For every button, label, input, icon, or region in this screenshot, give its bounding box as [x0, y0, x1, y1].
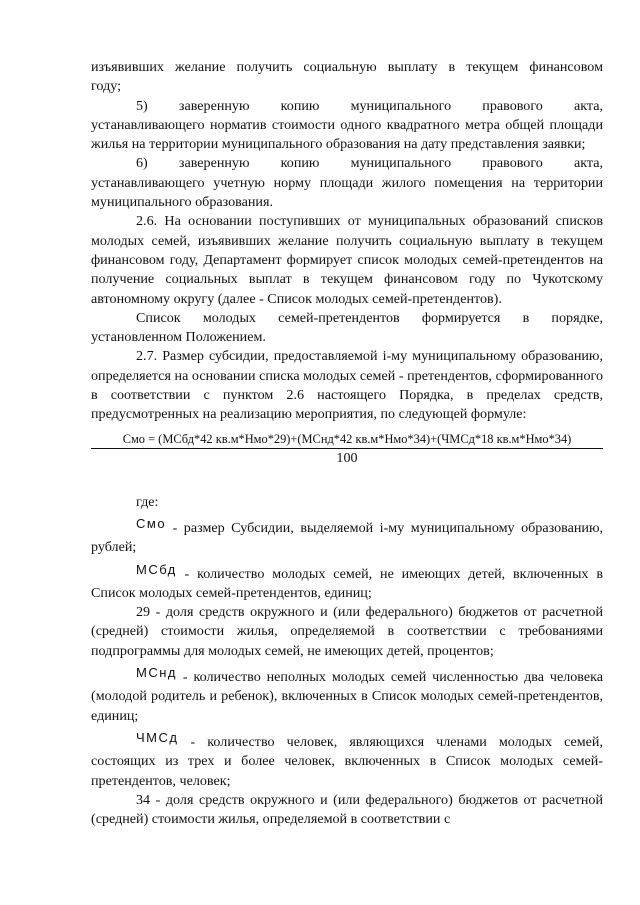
list-item-5-body: устанавливающего норматив стоимости одного квадратного метра общей площади жилья на территории муниципального образования на дату представления заявки;	[91, 116, 603, 153]
document-page	[91, 58, 603, 829]
formula-numerator: Смо = (МСбд*42 кв.м*Нмо*29)+(МСнд*42 кв.м*Нмо*34)+(ЧМСд*18 кв.м*Нмо*34)	[122, 431, 572, 446]
symbol-msbd: МСбд	[136, 561, 177, 577]
definition-msnd	[91, 667, 603, 726]
definition-smo	[91, 515, 603, 558]
symbol-msnd: МСнд	[136, 665, 177, 681]
formula-denominator: 100	[336, 449, 358, 466]
definition-text: - количество человек, являющихся членами молодых семей, состоящих из трех и более человек, включенных в Список молодых семей-претендентов, человек;	[91, 733, 603, 789]
definition-chmsd	[91, 729, 603, 791]
paragraph-line: году;	[91, 78, 122, 95]
paragraph-2-7: 2.7. Размер субсидии, предоставляемой i-му муниципальному образованию, определяется на основании списка молодых семей - претендентов, сформированного в соответствии с пунктом 2.6 настоящего Порядка, в пределах средств, предусмотренных на реализацию мероприятия, по следующей формуле:	[91, 348, 603, 423]
paragraph-2-6: 2.6. На основании поступивших от муниципальных образований списков молодых семей, изъявивших желание получить социальную выплату в текущем финансовом году, Департамент формирует список молодых семей-претендентов на получение социальных выплат в текущем финансовом году по Чукотскому автономному округу (далее - Список молодых семей-претендентов).	[91, 213, 603, 307]
definition-text: - размер Субсидии, выделяемой i-му муниципальному образованию, рублей;	[91, 519, 603, 556]
definition-34: 34 - доля средств окружного и (или федерального) бюджетов от расчетной (средней) стоимости жилья, определяемой в соответствии с	[91, 791, 603, 828]
list-item-6-body: устанавливающего учетную норму площади жилого помещения на территории муниципального образования.	[91, 174, 603, 211]
symbol-smo: Смо	[136, 515, 167, 531]
list-item-6-first-line: 6) заверенную копию муниципального правового акта,	[136, 155, 603, 172]
paragraph-line: изъявивших желание получить социальную выплату в текущем финансовом	[91, 59, 603, 75]
definition-text: - количество молодых семей, не имеющих детей, включенных в Список молодых семей-претендентов, единиц;	[91, 565, 603, 601]
list-item-5-first-line: 5) заверенную копию муниципального правового акта,	[136, 97, 603, 114]
definition-msbd	[91, 561, 603, 604]
where-label: где:	[136, 493, 159, 510]
paragraph-list-forming: Список молодых семей-претендентов формируется в порядке, установленном Положением.	[91, 309, 603, 346]
symbol-chmsd: ЧМСд	[136, 729, 179, 745]
definition-text: - количество неполных молодых семей численностью два человека (молодой родитель и ребенок), включенных в Список молодых семей-претендентов, единиц;	[91, 669, 603, 724]
definition-29: 29 - доля средств окружного и (или федерального) бюджетов от расчетной (средней) стоимости жилья, определяемой в соответствии с требованиями подпрограммы для молодых семей, не имеющих детей, процентов;	[91, 604, 603, 659]
